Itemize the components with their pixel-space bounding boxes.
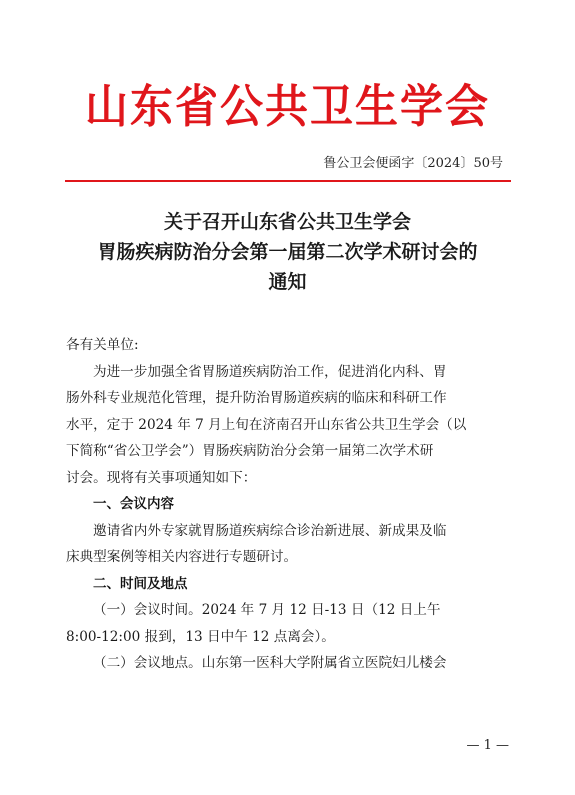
section-1-heading: 一、会议内容 <box>93 496 174 512</box>
title-line-3: 通知 <box>268 271 307 293</box>
section-1-line: 床典型案例等相关内容进行专题研讨。 <box>66 549 298 565</box>
paragraph-1-line: 讨会。现将有关事项通知如下： <box>66 469 257 486</box>
title-line-2: 胃肠疾病防治分会第一届第二次学术研讨会的 <box>97 241 478 263</box>
section-1-line: 邀请省内外专家就胃肠道疾病综合诊治新进展、新成果及临 <box>93 522 447 539</box>
title-line-1: 关于召开山东省公共卫生学会 <box>163 211 411 233</box>
document-title <box>40 207 535 297</box>
section-2-item-2-line: （二）会议地点。山东第一医科大学附属省立医院妇儿楼会 <box>93 655 447 671</box>
header-red-rule <box>65 180 511 182</box>
page-number: — 1 — <box>466 738 509 753</box>
section-2-item-1-line: （一）会议时间。2024 年 7 月 12 日-13 日（12 日上午 <box>93 602 441 618</box>
paragraph-1-line: 水平，定于 2024 年 7 月上旬在济南召开山东省公共卫生学会（以 <box>66 416 467 433</box>
paragraph-1-line: 为进一步加强全省胃肠道疾病防治工作，促进消化内科、胃 <box>93 363 447 380</box>
section-2-heading: 二、时间及地点 <box>93 575 188 592</box>
section-2-item-1-line: 8:00-12:00 报到，13 日中午 12 点离会）。 <box>66 628 335 645</box>
salutation: 各有关单位: <box>66 337 139 353</box>
paragraph-1-line: 下简称“省公卫学会”）胃肠疾病防治分会第一届第二次学术研 <box>66 443 434 459</box>
paragraph-1-line: 肠外科专业规范化管理，提升防治胃肠道疾病的临床和科研工作 <box>66 390 447 406</box>
org-name-header: 山东省公共卫生学会 <box>85 80 490 134</box>
document-body <box>66 332 510 677</box>
document-number: 鲁公卫会便函字〔2024〕50号 <box>323 156 503 171</box>
